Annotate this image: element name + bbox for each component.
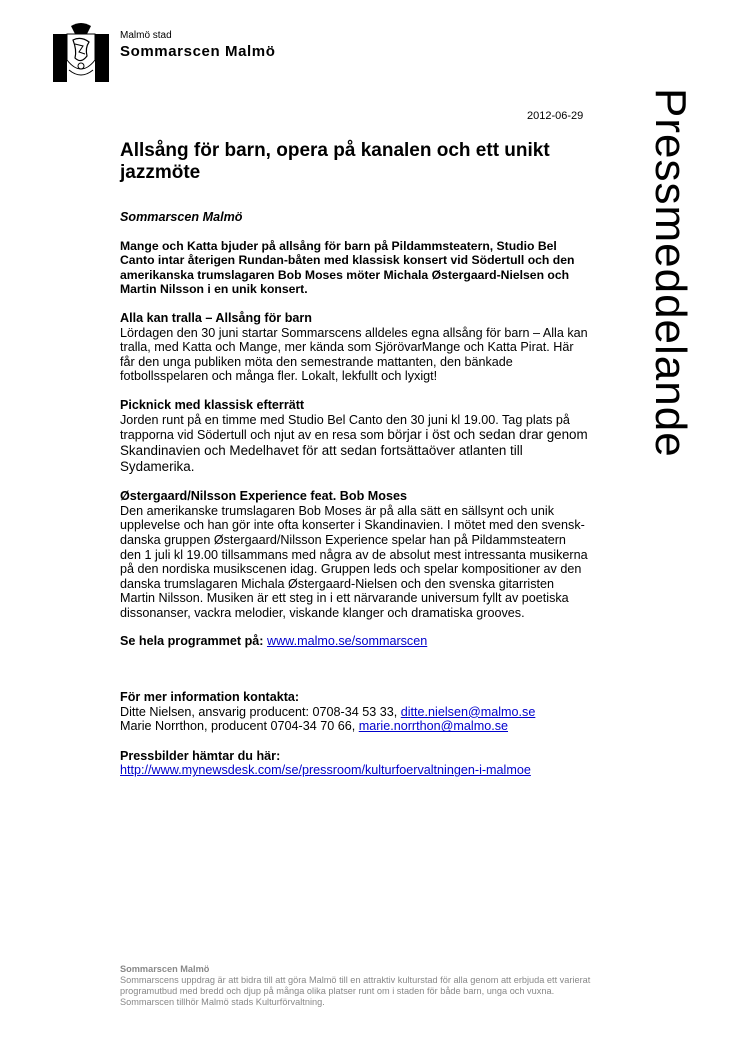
section-heading: Alla kan tralla – Allsång för barn: [120, 310, 312, 325]
footer-heading: Sommarscen Malmö: [120, 964, 210, 974]
section-heading: Picknick med klassisk efterrätt: [120, 397, 305, 412]
contact-email-link[interactable]: marie.norrthon@malmo.se: [358, 719, 509, 734]
griffin-crest-icon: [53, 20, 109, 82]
org-small-name: Malmö stad: [120, 30, 172, 41]
program-link[interactable]: www.malmo.se/sommarscen: [266, 634, 428, 649]
footer-body: Sommarscens uppdrag är att bidra till att göra Malmö till en attraktiv kulturstad för alla genom att erbjuda ett varierat programutbud med bredd och djup på många olika platser runt om i staden för både barn, unga och vuxna. Sommarscen tillhör Malmö stads Kulturförvaltning.: [120, 975, 591, 1007]
intro-paragraph: Mange och Katta bjuder på allsång för barn på Pildammsteatern, Studio Bel Canto intar återigen Rundan-båten med klassisk konsert vid Södertull och den amerikanska trumslagaren Bob Moses möter Michala Østergaard-Nielsen och Martin Nilsson i en unik konsert.: [120, 238, 575, 297]
section-body-text: Jorden runt på en timme med Studio Bel Canto den 30 juni kl 19.00. Tag plats på trapporna vid Södertull och njut av en resa som: [120, 412, 570, 443]
section-experience: [120, 489, 590, 620]
press-link[interactable]: http://www.mynewsdesk.com/se/pressroom/kulturfoervaltningen-i-malmoe: [120, 763, 531, 778]
section-body: Den amerikanske trumslagaren Bob Moses är på alla sätt en sällsynt och unik upplevelse och han gör inte ofta konserter i Skandinavien. I mötet med den svensk-danska gruppen Østergaard/Nilsson Experience spelar han på Pildammsteatern den 1 juli kl 19.00 tillsammans med några av de absolut mest intressanta musikerna på den nordiska musikscenen idag. Gruppen leds och spelar kompositioner av den danska trumslagaren Michala Østergaard-Nielsen och den svenska gitarristen Martin Nilsson. Musiken är ett steg in i ett närvarande universum fyllt av poetiska dissonanser, vackra melodier, viskande klanger och dramatiska grooves.: [120, 503, 588, 620]
see-program: [120, 634, 590, 649]
contact-heading: För mer information kontakta:: [120, 690, 300, 705]
subtitle: Sommarscen Malmö: [120, 210, 243, 224]
contact-line: [120, 719, 590, 734]
section-body: Lördagen den 30 juni startar Sommarscens alldeles egna allsång för barn – Alla kan tralla, med Katta och Mange, mer kända som SjörövarMange och Katta Pirat. Här får den unga publiken möta den semestrande mattanten, den bänkade fotbollsspelaren och många fler. Lokalt, lekfullt och lyxigt!: [120, 325, 588, 384]
press-images: [120, 749, 590, 778]
section-allsang: [120, 311, 590, 384]
section-picknick: [120, 398, 590, 475]
section-body: [120, 413, 590, 476]
release-date: 2012-06-29: [527, 110, 584, 122]
contact-text: Ditte Nielsen, ansvarig producent: 0708-34 53 33,: [120, 704, 398, 719]
press-heading: Pressbilder hämtar du här:: [120, 748, 281, 763]
page-title: Allsång för barn, opera på kanalen och ett unikt jazzmöte: [120, 140, 550, 183]
pressmeddelande-label: Pressmeddelande: [646, 88, 695, 458]
section-body-text-large: börjar i öst och sedan drar genom Skandinavien och Medelhavet för att sedan fortsättaöver atlanten till Sydamerika.: [120, 427, 588, 475]
contact-email-link[interactable]: ditte.nielsen@malmo.se: [400, 704, 536, 719]
contact-line: [120, 705, 590, 720]
org-big-name: Sommarscen Malmö: [120, 43, 276, 60]
see-program-label: Se hela programmet på:: [120, 634, 264, 649]
contact-info: [120, 690, 590, 734]
press-release-body: [120, 140, 590, 778]
section-heading: Østergaard/Nilsson Experience feat. Bob Moses: [120, 489, 407, 504]
contact-text: Marie Norrthon, producent 0704-34 70 66,: [120, 719, 356, 734]
footer: [120, 964, 600, 1008]
